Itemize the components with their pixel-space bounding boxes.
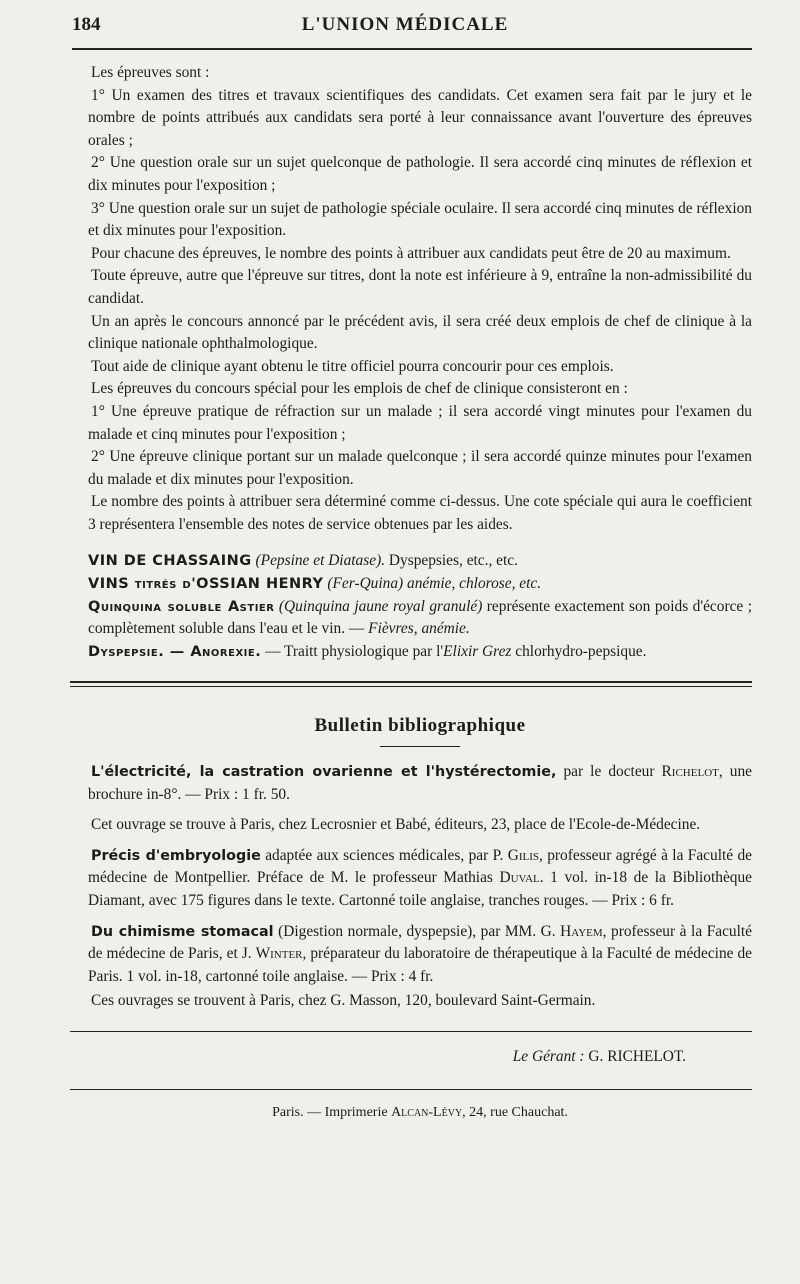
ad-brand: VINS titrés d'OSSIAN HENRY (88, 576, 324, 593)
paragraph: Pour chacune des épreuves, le nombre des points à attribuer aux candidats peut être de 20 au maximum. (91, 244, 731, 262)
ad-italic: Fièvres, anémie. (368, 620, 470, 638)
ad-text: — Traitt physiologique par l' (261, 642, 444, 660)
paragraph: 2° Une question orale sur un sujet quelconque de pathologie. Il sera accordé cinq minutes de réflexion et dix minutes pour l'exposition ; (88, 154, 752, 194)
entry-author: Gilis, (507, 846, 543, 864)
printer-imprint (88, 1102, 752, 1125)
gerant-label: Le Gérant : (512, 1047, 585, 1065)
title-rule (380, 746, 460, 747)
entry-author: Hayem, (560, 922, 607, 940)
ad-text: Dyspepsies, etc., etc. (385, 552, 518, 570)
bibliography-entry: Cet ouvrage se trouve à Paris, chez Lecrosnier et Babé, éditeurs, 23, place de l'Ecole-de-Médecine. (91, 816, 701, 834)
ad-brand: Dyspepsie. — Anorexie. (88, 643, 262, 660)
ad-italic: (Pepsine et Diatase). (255, 552, 386, 570)
ad-brand: VIN DE CHASSAING (88, 553, 252, 570)
paragraph: Le nombre des points à attribuer sera déterminé comme ci-dessus. Une cote spéciale qui aura le coefficient 3 représentera l'ensemble des notes de service obtenues par les aides. (88, 493, 752, 533)
closing-rule (70, 1031, 752, 1032)
section-divider (70, 681, 752, 687)
paragraph: Un an après le concours annoncé par le précédent avis, il sera créé deux emplois de chef de clinique à la clinique nationale ophthalmologique. (88, 312, 752, 353)
entry-text: préparateur du laboratoire de thérapeutique à la Faculté de médecine de Paris. 1 vol. in-18, cartonné toile anglaise. — Prix : 4 fr. (88, 945, 752, 985)
paragraph: 2° Une épreuve clinique portant sur un malade quelconque ; il sera accordé quinze minutes pour l'examen du malade et dix minutes pour l'exposition. (88, 448, 752, 488)
advertisement (88, 550, 752, 573)
printer-rule (70, 1089, 752, 1090)
running-head: L'UNION MÉDICALE (301, 14, 509, 35)
ad-italic: Elixir Grez (443, 642, 512, 660)
article-body (88, 62, 752, 1124)
entry-title: L'électricité, la castration ovarienne et l'hystérectomie, (91, 764, 557, 781)
entry-text: (Digestion normale, dyspepsie), par MM. G. (273, 922, 561, 940)
section-title: Bulletin bibliographique (314, 715, 526, 737)
bibliography (88, 761, 752, 1013)
ad-brand: Quinquina soluble Astier (88, 598, 275, 615)
entry-text: professeur agrégé à la Faculté de médecine de Montpellier. Préface de M. le professeur Mathias (88, 846, 753, 887)
advertisement (88, 573, 752, 596)
paragraph: Les épreuves du concours spécial pour les emplois de chef de clinique consisteront en : (91, 380, 628, 398)
printer-text: Paris. — Imprimerie (272, 1104, 392, 1120)
page-header (58, 14, 752, 44)
bibliography-entry (88, 845, 752, 913)
paragraph: 1° Une épreuve pratique de réfraction sur un malade ; il sera accordé vingt minutes pour l'examen du malade et cinq minutes pour l'exposition ; (88, 402, 752, 443)
entry-author: Winter, (255, 945, 307, 963)
printer-text: 24, rue Chauchat. (465, 1104, 568, 1120)
entry-text: professeur à la Faculté de médecine de Paris, et J. (88, 922, 752, 963)
entry-author: Duval. (499, 869, 544, 887)
printer-name: Alcan-Lévy, (391, 1104, 466, 1120)
header-rule (72, 48, 752, 50)
entry-title: Du chimisme stomacal (91, 923, 274, 940)
ad-italic: (Fer-Quina) anémie, chlorose, etc. (327, 575, 542, 593)
bibliography-entry (88, 761, 752, 806)
entry-author: Richelot, (661, 763, 723, 781)
ad-text: chlorhydro-pepsique. (511, 642, 647, 660)
paragraph: Toute épreuve, autre que l'épreuve sur titres, dont la note est inférieure à 9, entraîne la non-admissibilité du candidat. (88, 267, 752, 307)
advertisement (88, 641, 752, 664)
entry-title: Précis d'embryologie (91, 847, 261, 864)
paragraph: Les épreuves sont : (91, 64, 210, 81)
entry-text: 1 vol. in-18 de la Bibliothèque Diamant, avec 175 figures dans le texte. Cartonné toile anglaise, tranches rouges. — Prix : 6 fr. (88, 869, 752, 909)
advertisement (88, 596, 752, 641)
bibliography-entry (88, 921, 752, 989)
paragraph: 3° Une question orale sur un sujet de pathologie spéciale oculaire. Il sera accordé cinq minutes de réflexion et dix minutes pour l'exposition. (88, 199, 752, 240)
bibliography-entry: Ces ouvrages se trouvent à Paris, chez G. Masson, 120, boulevard Saint-Germain. (91, 992, 596, 1010)
ad-text: représente exactement son poids d'écorce ; complètement soluble dans l'eau et le vin. — (88, 597, 752, 638)
gerant-signature (88, 1046, 752, 1069)
ad-italic: (Quinquina jaune royal granulé) (278, 597, 483, 615)
gerant-name: G. RICHELOT. (584, 1047, 686, 1065)
entry-text: une brochure in-8°. — Prix : 1 fr. 50. (88, 763, 752, 803)
entry-text: adaptée aux sciences médicales, par P. (260, 846, 508, 864)
paragraph: 1° Un examen des titres et travaux scientifiques des candidats. Cet examen sera fait par le jury et le nombre de points attribués aux candidats sera porté à leur connaissance avant l'ouverture des épreuves orales ; (88, 86, 752, 149)
entry-text: par le docteur (556, 763, 662, 781)
page-number: 184 (72, 14, 101, 35)
paragraph: Tout aide de clinique ayant obtenu le titre officiel pourra concourir pour ces emplois. (91, 357, 614, 375)
